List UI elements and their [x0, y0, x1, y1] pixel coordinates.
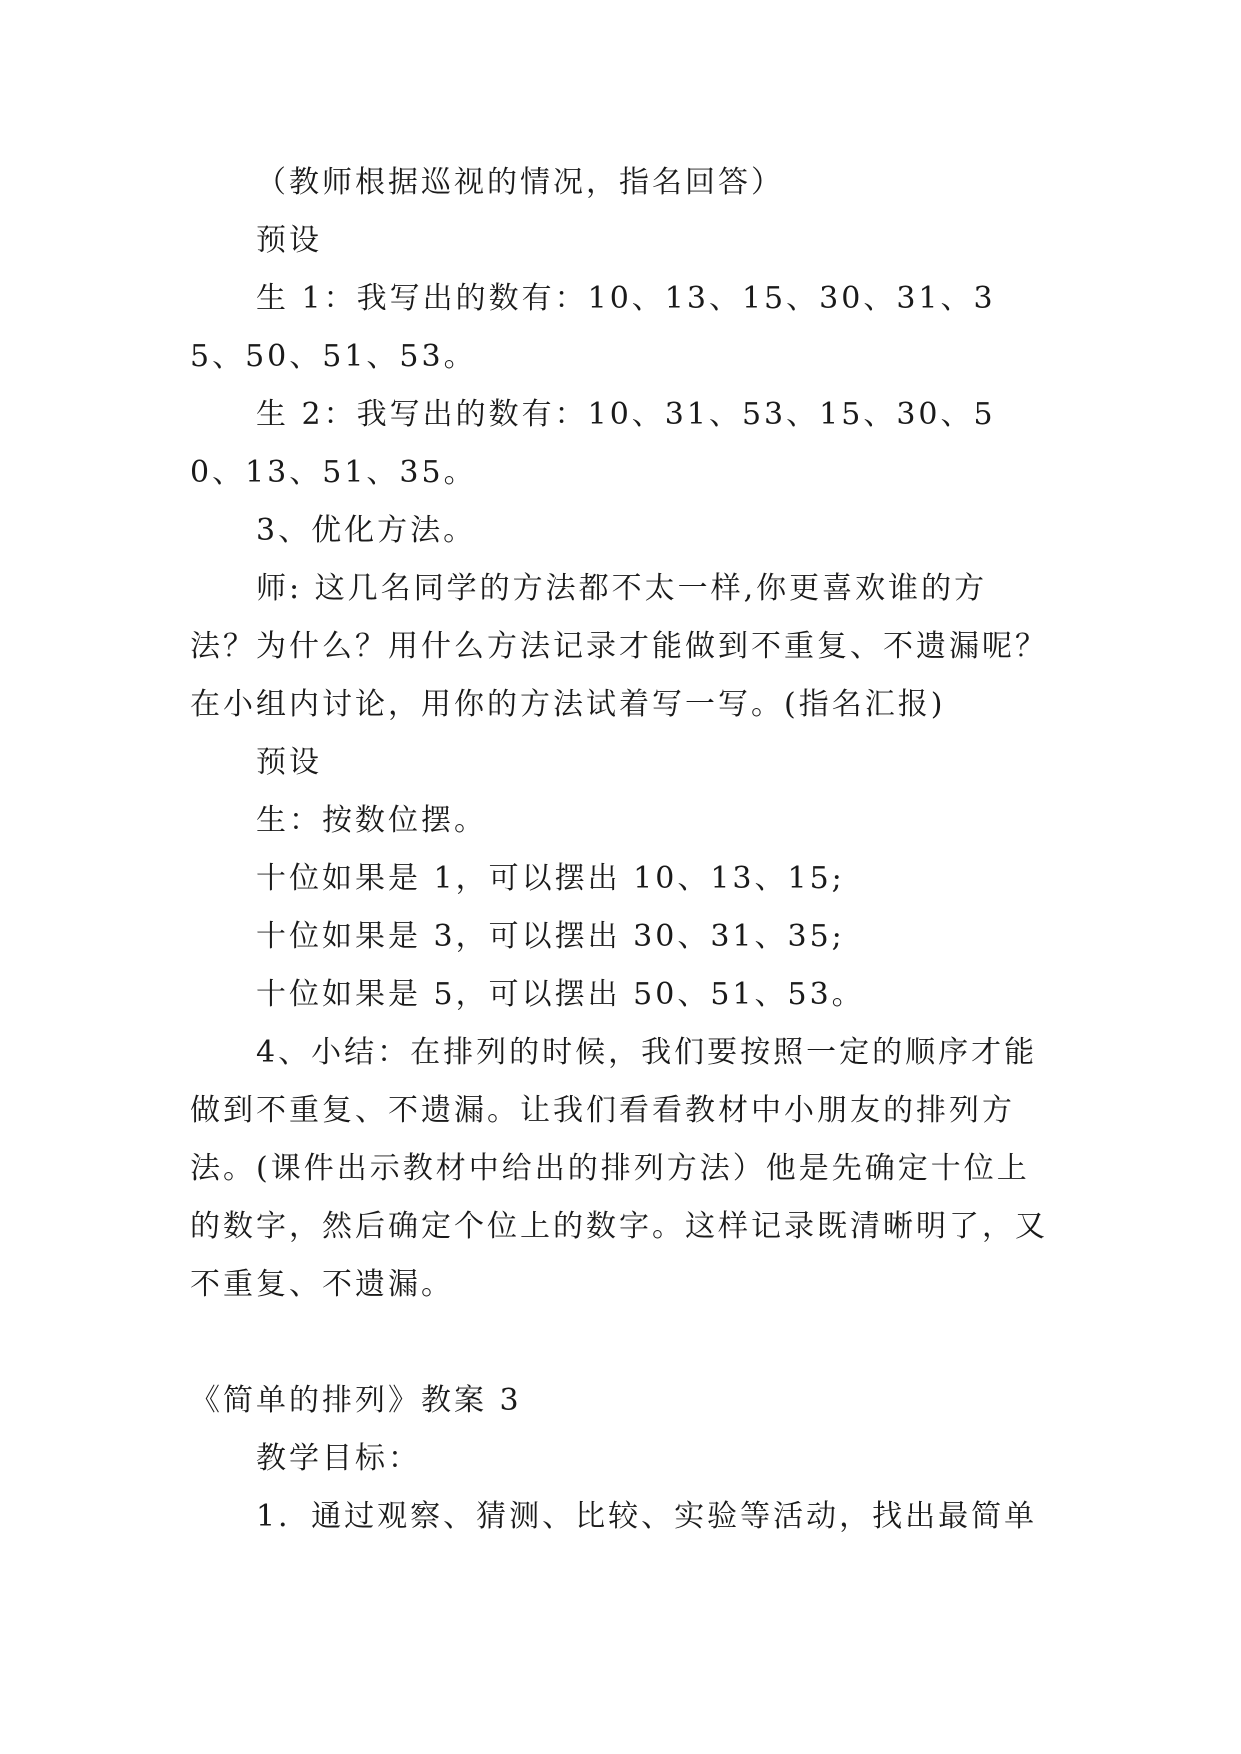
paragraph-preset-2: 预设	[256, 745, 322, 780]
paragraph-preset-1: 预设	[256, 223, 322, 258]
paragraph-student-1: 生 1：我写出的数有：10、13、15、30、31、35、50、51、53。	[190, 281, 996, 374]
paragraph-optimize-method: 3、优化方法。	[256, 513, 477, 548]
paragraph-tens-1: 十位如果是 1，可以摆出 10、13、15;	[256, 861, 845, 896]
paragraph-summary: 4、小结：在排列的时候，我们要按照一定的顺序才能做到不重复、不遗漏。让我们看看教材中小朋友的排列方法。(课件出示教材中给出的排列方法）他是先确定十位上的数字，然后确定个位上的数字。这样记录既清晰明了，又不重复、不遗漏。	[190, 1035, 1048, 1302]
paragraph-tens-5: 十位如果是 5，可以摆出 50、51、53。	[256, 977, 865, 1012]
paragraph-teacher-question: 师: 这几名同学的方法都不太一样,你更喜欢谁的方法？为什么？用什么方法记录才能做到不重复、不遗漏呢？在小组内讨论，用你的方法试着写一写。(指名汇报)	[190, 571, 1048, 722]
section-title: 《简单的排列》教案 3	[190, 1383, 522, 1418]
paragraph-tens-3: 十位如果是 3，可以摆出 30、31、35;	[256, 919, 845, 954]
paragraph-teacher-note: （教师根据巡视的情况，指名回答）	[256, 165, 784, 200]
paragraph-goal-1: 1．通过观察、猜测、比较、实验等活动，找出最简单	[256, 1499, 1038, 1534]
paragraph-student-place-value: 生：按数位摆。	[256, 803, 487, 838]
paragraph-student-2: 生 2：我写出的数有：10、31、53、15、30、50、13、51、35。	[190, 397, 996, 490]
paragraph-teaching-goals: 教学目标：	[256, 1441, 421, 1476]
